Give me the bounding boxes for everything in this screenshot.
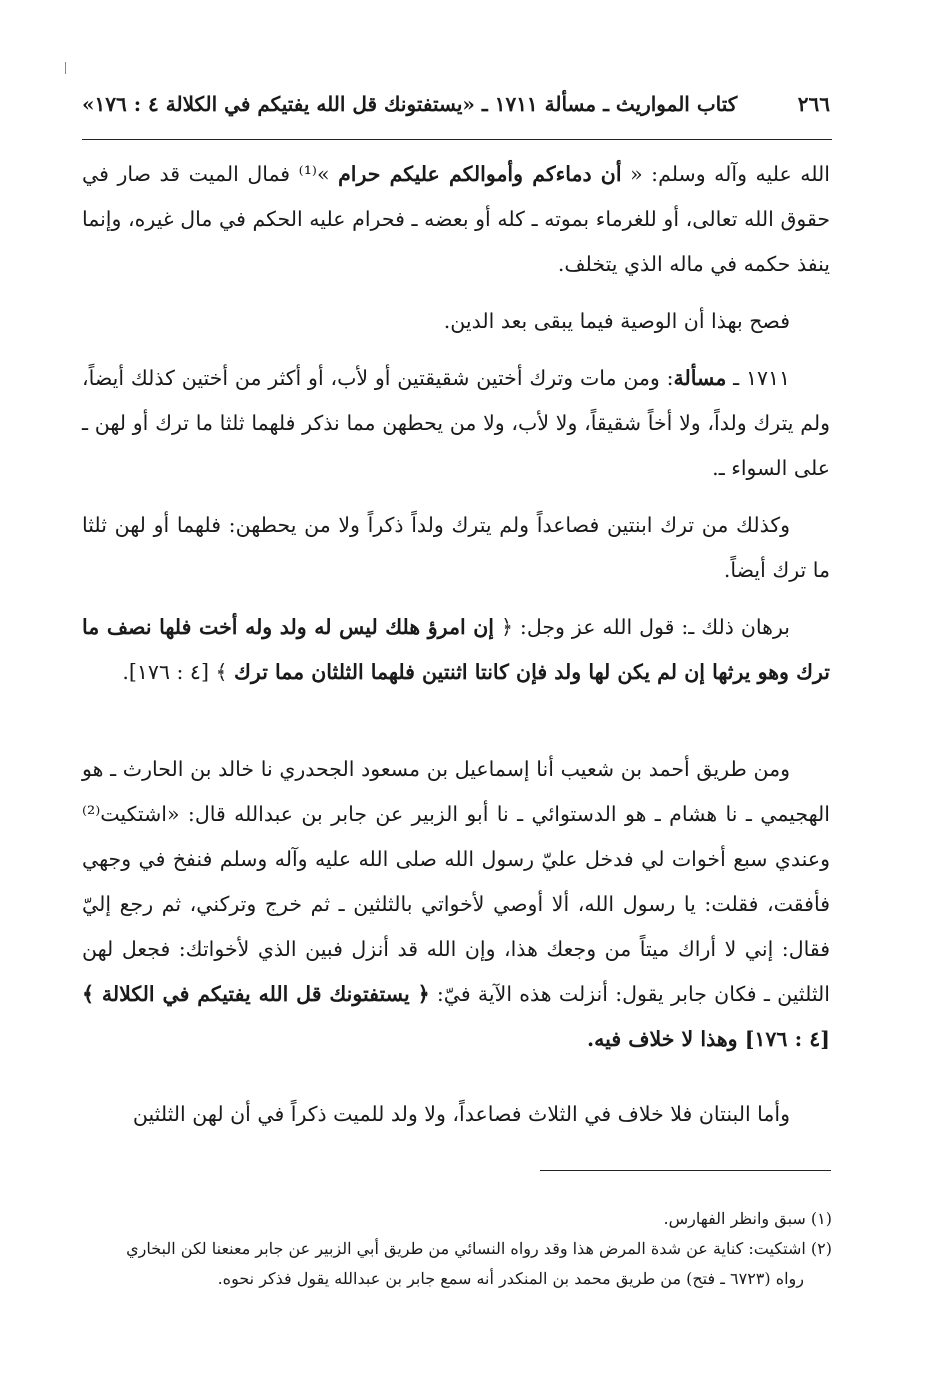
footnote-divider <box>540 1170 831 1171</box>
p1-text-c: »⁽¹⁾ فمال الميت قد صار في حقوق الله تعالى، أو للغرماء بموته ـ كله أو بعضه ـ فحرام عليه الحكم في مال غيره، وإنما ينفذ حكمه في ماله الذي يتخلف. <box>82 162 830 276</box>
hadith-chain-text: ومن طريق أحمد بن شعيب أنا إسماعيل بن مسعود الجحدري نا خالد بن الحارث ـ هو الهجيمي ـ نا هشام ـ هو الدستوائي ـ نا أبو الزبير عن جابر بن عبدالله قال: «اشتكيت⁽²⁾ وعندي سبع أخوات لي فدخل عليّ رسول الله صلى الله عليه وآله وسلم فنفخ في وجهي فأفقت، فقلت: يا رسول الله، ألا أوصي لأخواتي بالثلثين ـ ثم خرج وتركني، ثم رجع إليّ فقال: إني لا أراك ميتاً من وجعك هذا، وإن الله قد أنزل فبين الذي لأخواتك: فجعل لهن الثلثين ـ فكان جابر يقول: أنزلت هذه الآية فيّ: <box>82 757 830 1006</box>
paragraph-1 <box>82 152 830 287</box>
running-title: كتاب المواريث ـ مسألة ١٧١١ ـ «يستفتونك قل الله يفتيكم في الكلالة ٤ : ١٧٦» <box>82 92 738 116</box>
paragraph-gap-2 <box>82 1074 830 1092</box>
p1-text-a: الله عليه وآله وسلم: « <box>621 162 830 186</box>
paragraph-issue-1711 <box>82 356 830 491</box>
issue-label: مسألة <box>673 366 727 390</box>
scan-mark <box>65 62 66 74</box>
paragraph-gap <box>82 707 830 747</box>
header-divider <box>82 139 832 140</box>
paragraph-proof <box>82 605 830 695</box>
issue-text: : ومن مات وترك أختين شقيقتين أو لأب، أو أكثر من أختين كذلك أيضاً، ولم يترك ولداً، ولا أخاً شقيقاً، ولا لأب، ولا من يحطهن مما نذكر فلهما ثلثا ما ترك أو لهن ـ على السواء ـ. <box>82 366 830 480</box>
paragraph-2: فصح بهذا أن الوصية فيما يبقى بعد الدين. <box>443 309 790 333</box>
hadith-quote: أن دماءكم وأموالكم عليكم حرام <box>338 162 622 186</box>
quran-verse: إن امرؤ هلك ليس له ولد وله أخت فلها نصف ما ترك وهو يرثها إن لم يكن لها ولد فإن كانتا اثنتين فلهما الثلثان مما ترك <box>82 615 830 684</box>
paragraph-7: وأما البنتان فلا خلاف في الثلاث فصاعداً، ولا ولد للميت ذكراً في أن لهن الثلثين <box>132 1102 790 1126</box>
kalala-verse: ﴿ يستفتونك قل الله يفتيكم في الكلالة ﴾ [٤ : ١٧٦] وهذا لا خلاف فيه. <box>82 982 830 1051</box>
paragraph-4: وكذلك من ترك ابنتين فصاعداً ولم يترك ولداً ذكراً ولا من يحطهن: فلهما أو لهن ثلثا ما ترك أيضاً. <box>82 513 830 582</box>
footnotes <box>82 1204 832 1294</box>
paragraph-hadith-chain <box>82 747 830 1062</box>
main-text <box>82 152 830 1149</box>
footnote-2: (٢) اشتكيت: كناية عن شدة المرض هذا وقد رواه النسائي من طريق أبي الزبير عن جابر معنعنا لكن البخاري <box>126 1239 832 1258</box>
page-number: ٢٦٦ <box>797 92 830 116</box>
footnote-2-continued: رواه (٦٧٢٣ ـ فتح) من طريق محمد بن المنكدر أنه سمع جابر بن عبدالله يقول فذكر نحوه. <box>217 1269 804 1288</box>
proof-intro: برهان ذلك ـ: قول الله عز وجل: ﴿ <box>493 615 791 639</box>
footnote-1: (١) سبق وانظر الفهارس. <box>663 1209 832 1228</box>
page-header <box>82 86 830 130</box>
issue-number: ١٧١١ ـ <box>726 366 790 390</box>
verse-reference: ﴾ [٤ : ١٧٦]. <box>122 660 234 684</box>
